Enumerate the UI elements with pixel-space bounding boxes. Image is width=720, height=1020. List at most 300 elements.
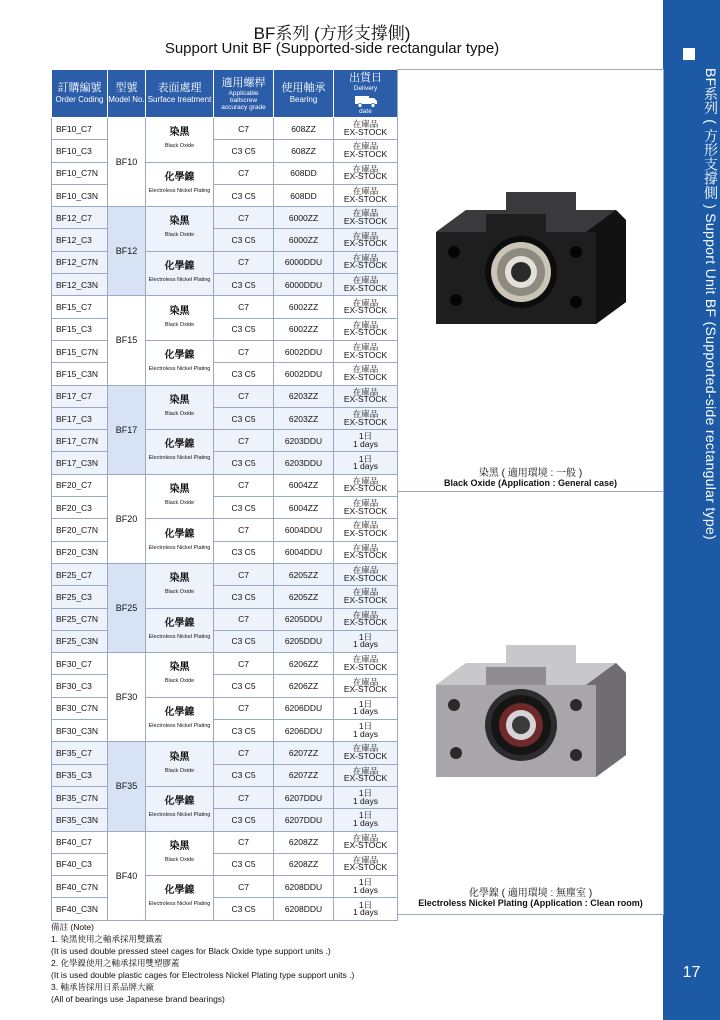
order-code-cell: BF25_C3 <box>52 586 108 608</box>
delivery-secondary: EX-STOCK <box>343 171 388 182</box>
note-line: (It is used double plastic cages for Electroless Nickel Plating type support units .) <box>51 970 355 980</box>
delivery-cell <box>334 608 398 630</box>
note-line: 1. 染黑使用之軸承採用雙鐵蓋 <box>51 934 163 944</box>
screw-grade-cell: C3 C5 <box>214 541 274 563</box>
order-code-cell: BF20_C7 <box>52 474 108 496</box>
delivery-primary: 在庫品 <box>352 498 379 509</box>
delivery-cell <box>334 340 398 362</box>
bearing-cell: 6207ZZ <box>274 764 334 786</box>
delivery-secondary: 1 days <box>352 461 379 472</box>
order-code-cell: BF12_C3N <box>52 274 108 296</box>
bearing-cell: 6002ZZ <box>274 318 334 340</box>
delivery-primary: 1日 <box>358 899 373 910</box>
delivery-cell <box>334 452 398 474</box>
screw-grade-cell: C3 C5 <box>214 363 274 385</box>
bearing-cell: 6002ZZ <box>274 296 334 318</box>
delivery-primary: 1日 <box>358 631 373 642</box>
model-cell: BF35 <box>108 742 146 831</box>
finish-label-zh: 染黑 <box>169 573 190 585</box>
bearing-cell: 6206ZZ <box>274 675 334 697</box>
order-code-cell: BF10_C7N <box>52 162 108 184</box>
finish-label-zh: 染黑 <box>169 127 190 139</box>
delivery-cell <box>334 140 398 162</box>
bearing-cell: 6206DDU <box>274 697 334 719</box>
screw-grade-cell: C7 <box>214 519 274 541</box>
screw-grade-cell: C3 C5 <box>214 809 274 831</box>
delivery-cell <box>334 541 398 563</box>
order-code-cell: BF17_C3 <box>52 407 108 429</box>
delivery-secondary: 1 days <box>352 639 379 650</box>
order-code-cell: BF20_C7N <box>52 519 108 541</box>
order-code-cell: BF15_C3 <box>52 318 108 340</box>
delivery-secondary: 1 days <box>352 907 379 918</box>
delivery-secondary: 1 days <box>352 817 379 828</box>
table-row <box>52 162 398 184</box>
screw-grade-cell: C3 C5 <box>214 675 274 697</box>
delivery-primary: 在庫品 <box>352 520 379 531</box>
order-code-cell: BF30_C3 <box>52 675 108 697</box>
delivery-cell <box>334 207 398 229</box>
delivery-secondary: EX-STOCK <box>343 394 388 405</box>
order-code-cell: BF12_C3 <box>52 229 108 251</box>
delivery-cell <box>334 786 398 808</box>
delivery-primary: 在庫品 <box>352 208 379 219</box>
screw-grade-cell: C7 <box>214 786 274 808</box>
finish-label-zh: 染黑 <box>169 305 190 317</box>
surface-nickel-cell <box>146 608 214 653</box>
delivery-cell <box>334 764 398 786</box>
header-bearing: 使用軸承 Bearing <box>274 70 334 118</box>
bearing-cell: 6203ZZ <box>274 385 334 407</box>
delivery-secondary: EX-STOCK <box>343 305 388 316</box>
delivery-primary: 1日 <box>358 721 373 732</box>
bearing-cell: 6203ZZ <box>274 407 334 429</box>
delivery-cell <box>334 675 398 697</box>
delivery-secondary: EX-STOCK <box>343 527 388 538</box>
delivery-cell <box>334 363 398 385</box>
order-code-cell: BF35_C7N <box>52 786 108 808</box>
screw-grade-cell: C3 C5 <box>214 898 274 920</box>
screw-grade-cell: C3 C5 <box>214 630 274 652</box>
table-row <box>52 519 398 541</box>
delivery-cell <box>334 742 398 764</box>
finish-label-en: Electroless Nickel Plating <box>148 366 211 373</box>
bearing-cell: 6206ZZ <box>274 653 334 675</box>
delivery-secondary: EX-STOCK <box>343 483 388 494</box>
order-code-cell: BF35_C3 <box>52 764 108 786</box>
surface-nickel-cell <box>146 876 214 921</box>
bearing-cell: 6002DDU <box>274 363 334 385</box>
delivery-primary: 在庫品 <box>352 743 379 754</box>
header-model: 型號 Model No. <box>108 70 146 118</box>
delivery-secondary: EX-STOCK <box>343 840 388 851</box>
table-row <box>52 430 398 452</box>
delivery-secondary: EX-STOCK <box>343 684 388 695</box>
delivery-secondary: EX-STOCK <box>343 193 388 204</box>
screw-grade-cell: C7 <box>214 207 274 229</box>
surface-nickel-cell <box>146 162 214 207</box>
table-row <box>52 274 398 296</box>
delivery-secondary: EX-STOCK <box>343 862 388 873</box>
delivery-cell <box>334 318 398 340</box>
finish-label-en: Electroless Nickel Plating <box>148 723 211 730</box>
delivery-secondary: EX-STOCK <box>343 750 388 761</box>
surface-nickel-cell <box>146 251 214 296</box>
notes <box>51 921 611 1005</box>
screw-grade-cell: C3 C5 <box>214 853 274 875</box>
delivery-primary: 在庫品 <box>352 676 379 687</box>
model-cell: BF10 <box>108 118 146 207</box>
finish-label-zh: 化學鎳 <box>164 261 195 273</box>
delivery-secondary: 1 days <box>352 795 379 806</box>
side-tab-label: BF系列 ( 方形支撐側 ) Support Unit BF (Supported-side rectangular type) <box>703 68 719 541</box>
finish-label-zh: 染黑 <box>169 216 190 228</box>
black-oxide-support-unit-image <box>426 182 636 332</box>
screw-grade-cell: C3 C5 <box>214 764 274 786</box>
delivery-secondary: EX-STOCK <box>343 260 388 271</box>
black-oxide-caption-en: Black Oxide (Application : General case) <box>443 478 618 488</box>
bearing-cell: 6208ZZ <box>274 831 334 853</box>
order-code-cell: BF15_C7 <box>52 296 108 318</box>
delivery-cell <box>334 385 398 407</box>
page-title: BF系列 (方形支撐側) <box>253 24 411 43</box>
screw-grade-cell: C7 <box>214 340 274 362</box>
finish-label-zh: 染黑 <box>169 840 190 852</box>
screw-grade-cell: C7 <box>214 474 274 496</box>
order-code-cell: BF25_C7 <box>52 563 108 585</box>
finish-label-en: Electroless Nickel Plating <box>148 812 211 819</box>
delivery-secondary: 1 days <box>352 706 379 717</box>
delivery-primary: 在庫品 <box>352 854 379 865</box>
order-code-cell: BF12_C7N <box>52 251 108 273</box>
table-row <box>52 229 398 251</box>
delivery-primary: 在庫品 <box>352 654 379 665</box>
model-cell: BF30 <box>108 653 146 742</box>
delivery-secondary: EX-STOCK <box>343 282 388 293</box>
delivery-secondary: 1 days <box>352 728 379 739</box>
table-row <box>52 630 398 652</box>
bearing-cell: 6205ZZ <box>274 563 334 585</box>
note-line: 3. 軸承皆採用日系品牌大廠 <box>51 982 154 992</box>
delivery-primary: 在庫品 <box>352 186 379 197</box>
order-code-cell: BF10_C3N <box>52 184 108 206</box>
model-cell: BF20 <box>108 474 146 563</box>
bearing-cell: 6208DDU <box>274 898 334 920</box>
spec-table <box>51 69 398 921</box>
finish-label-zh: 染黑 <box>169 662 190 674</box>
delivery-primary: 在庫品 <box>352 542 379 553</box>
header-surface: 表面處理 Surface treatment <box>146 70 214 118</box>
finish-label-zh: 化學鎳 <box>164 885 195 897</box>
bearing-cell: 608ZZ <box>274 140 334 162</box>
black-oxide-panel <box>397 69 664 492</box>
delivery-primary: 在庫品 <box>352 141 379 152</box>
finish-label-en: Black Oxide <box>164 856 195 863</box>
surface-black-oxide-cell <box>146 563 214 608</box>
table-row <box>52 786 398 808</box>
model-cell: BF40 <box>108 831 146 920</box>
order-code-cell: BF25_C7N <box>52 608 108 630</box>
table-row <box>52 608 398 630</box>
table-row <box>52 407 398 429</box>
bearing-cell: 6208ZZ <box>274 853 334 875</box>
delivery-secondary: EX-STOCK <box>343 371 388 382</box>
delivery-cell <box>334 184 398 206</box>
delivery-primary: 在庫品 <box>352 409 379 419</box>
finish-label-zh: 染黑 <box>169 751 190 763</box>
delivery-cell <box>334 697 398 719</box>
order-code-cell: BF40_C3 <box>52 853 108 875</box>
model-cell: BF12 <box>108 207 146 296</box>
screw-grade-cell: C7 <box>214 385 274 407</box>
delivery-secondary: EX-STOCK <box>343 594 388 605</box>
screw-grade-cell: C3 C5 <box>214 452 274 474</box>
delivery-secondary: 1 days <box>352 884 379 895</box>
delivery-secondary: EX-STOCK <box>343 126 388 137</box>
order-code-cell: BF30_C7N <box>52 697 108 719</box>
nickel-support-unit-image <box>426 635 636 785</box>
note-line: (All of bearings use Japanese brand bearings) <box>51 994 225 1004</box>
surface-nickel-cell <box>146 430 214 475</box>
delivery-primary: 在庫品 <box>352 119 379 130</box>
notes-heading: 備註 (Note) <box>51 922 94 932</box>
delivery-cell <box>334 497 398 519</box>
finish-label-en: Black Oxide <box>164 589 195 596</box>
table-row <box>52 563 398 585</box>
delivery-secondary: EX-STOCK <box>343 572 388 583</box>
bearing-cell: 6004DDU <box>274 519 334 541</box>
order-code-cell: BF17_C7N <box>52 430 108 452</box>
order-code-cell: BF17_C7 <box>52 385 108 407</box>
screw-grade-cell: C3 C5 <box>214 274 274 296</box>
table-row <box>52 898 398 920</box>
order-code-cell: BF20_C3 <box>52 497 108 519</box>
delivery-primary: 在庫品 <box>352 342 379 353</box>
order-code-cell: BF30_C7 <box>52 653 108 675</box>
note-line: 2. 化學鎳使用之軸承採用雙塑膠蓋 <box>51 958 180 968</box>
delivery-cell <box>334 809 398 831</box>
delivery-cell <box>334 430 398 452</box>
screw-grade-cell: C7 <box>214 251 274 273</box>
finish-label-zh: 化學鎳 <box>164 171 195 183</box>
black-oxide-caption-zh: 染黑 ( 適用環境 : 一般 ) <box>478 468 583 479</box>
table-row <box>52 340 398 362</box>
delivery-primary: 在庫品 <box>352 297 379 308</box>
delivery-secondary: EX-STOCK <box>343 773 388 784</box>
screw-grade-cell: C3 C5 <box>214 497 274 519</box>
screw-grade-cell: C7 <box>214 162 274 184</box>
bearing-cell: 6205DDU <box>274 608 334 630</box>
table-row <box>52 497 398 519</box>
delivery-primary: 在庫品 <box>352 832 379 843</box>
table-row <box>52 742 398 764</box>
model-cell: BF15 <box>108 296 146 385</box>
finish-label-en: Electroless Nickel Plating <box>148 544 211 551</box>
table-row <box>52 118 398 140</box>
order-code-cell: BF40_C7N <box>52 876 108 898</box>
delivery-cell <box>334 853 398 875</box>
screw-grade-cell: C3 C5 <box>214 229 274 251</box>
finish-label-en: Black Oxide <box>164 143 195 150</box>
order-code-cell: BF15_C7N <box>52 340 108 362</box>
screw-grade-cell: C3 C5 <box>214 140 274 162</box>
screw-grade-cell: C7 <box>214 876 274 898</box>
delivery-secondary: EX-STOCK <box>343 148 388 159</box>
finish-label-zh: 染黑 <box>169 484 190 496</box>
delivery-primary: 在庫品 <box>352 163 379 174</box>
finish-label-zh: 化學鎳 <box>164 617 195 629</box>
table-row <box>52 675 398 697</box>
delivery-secondary: EX-STOCK <box>343 327 388 338</box>
table-row <box>52 452 398 474</box>
delivery-cell <box>334 586 398 608</box>
delivery-primary: 在庫品 <box>352 565 379 576</box>
delivery-cell <box>334 519 398 541</box>
delivery-secondary: EX-STOCK <box>343 661 388 672</box>
model-cell: BF25 <box>108 563 146 652</box>
order-code-cell: BF17_C3N <box>52 452 108 474</box>
finish-label-en: Electroless Nickel Plating <box>148 277 211 284</box>
finish-label-en: Black Oxide <box>164 321 195 328</box>
delivery-cell <box>334 251 398 273</box>
table-row <box>52 876 398 898</box>
order-code-cell: BF40_C3N <box>52 898 108 920</box>
nickel-panel <box>397 492 664 915</box>
delivery-cell <box>334 474 398 496</box>
finish-label-zh: 染黑 <box>169 394 190 406</box>
delivery-primary: 在庫品 <box>352 252 379 263</box>
header-delivery: 出貨日 Delivery date <box>334 70 398 118</box>
delivery-cell <box>334 118 398 140</box>
finish-label-en: Black Oxide <box>164 767 195 774</box>
nickel-caption-zh: 化學鎳 ( 適用環境 : 無塵室 ) <box>468 888 593 899</box>
table-row <box>52 474 398 496</box>
table-row <box>52 207 398 229</box>
table-row <box>52 363 398 385</box>
finish-label-en: Electroless Nickel Plating <box>148 455 211 462</box>
bearing-cell: 6000ZZ <box>274 229 334 251</box>
header-screw-grade: 適用螺桿 Applicable ballscrew accuracy grade <box>214 70 274 118</box>
surface-black-oxide-cell <box>146 474 214 519</box>
delivery-secondary: EX-STOCK <box>343 349 388 360</box>
finish-label-en: Electroless Nickel Plating <box>148 633 211 640</box>
finish-label-zh: 化學鎳 <box>164 528 195 540</box>
note-line: (It is used double pressed steel cages for Black Oxide type support units .) <box>51 946 331 956</box>
screw-grade-cell: C7 <box>214 118 274 140</box>
order-code-cell: BF12_C7 <box>52 207 108 229</box>
bearing-cell: 6203DDU <box>274 430 334 452</box>
bearing-cell: 6000ZZ <box>274 207 334 229</box>
order-code-cell: BF10_C3 <box>52 140 108 162</box>
delivery-primary: 在庫品 <box>352 587 379 598</box>
finish-label-en: Black Oxide <box>164 410 195 417</box>
nickel-caption-en: Electroless Nickel Plating (Application : Clean room) <box>418 898 643 908</box>
bearing-cell: 6004DDU <box>274 541 334 563</box>
screw-grade-cell: C7 <box>214 608 274 630</box>
surface-nickel-cell <box>146 519 214 564</box>
table-row <box>52 251 398 273</box>
bearing-cell: 6002DDU <box>274 340 334 362</box>
table-row <box>52 140 398 162</box>
page-number: 17 <box>682 964 701 981</box>
table-row <box>52 764 398 786</box>
screw-grade-cell: C3 C5 <box>214 318 274 340</box>
screw-grade-cell: C7 <box>214 296 274 318</box>
table-row <box>52 184 398 206</box>
model-cell: BF17 <box>108 385 146 474</box>
surface-nickel-cell <box>146 340 214 385</box>
table-row <box>52 296 398 318</box>
delivery-cell <box>334 653 398 675</box>
delivery-primary: 1日 <box>358 431 373 442</box>
order-code-cell: BF35_C7 <box>52 742 108 764</box>
screw-grade-cell: C3 C5 <box>214 720 274 742</box>
bearing-cell: 6000DDU <box>274 274 334 296</box>
table-row <box>52 697 398 719</box>
surface-black-oxide-cell <box>146 831 214 876</box>
finish-label-en: Black Oxide <box>164 232 195 239</box>
table-row <box>52 809 398 831</box>
bearing-cell: 6207DDU <box>274 809 334 831</box>
order-code-cell: BF25_C3N <box>52 630 108 652</box>
surface-black-oxide-cell <box>146 742 214 787</box>
delivery-cell <box>334 229 398 251</box>
page-subtitle: Support Unit BF (Supported-side rectangular type) <box>164 40 500 57</box>
header-order-code: 訂購編號 Order Coding <box>52 70 108 118</box>
screw-grade-cell: C3 C5 <box>214 407 274 429</box>
delivery-secondary: EX-STOCK <box>343 238 388 249</box>
delivery-cell <box>334 407 398 429</box>
delivery-cell <box>334 274 398 296</box>
order-code-cell: BF35_C3N <box>52 809 108 831</box>
surface-black-oxide-cell <box>146 118 214 163</box>
bearing-cell: 6206DDU <box>274 720 334 742</box>
delivery-cell <box>334 630 398 652</box>
delivery-cell <box>334 563 398 585</box>
bearing-cell: 6208DDU <box>274 876 334 898</box>
screw-grade-cell: C7 <box>214 742 274 764</box>
finish-label-zh: 化學鎳 <box>164 707 195 719</box>
bearing-cell: 6004ZZ <box>274 474 334 496</box>
square-bullet-icon <box>683 48 695 60</box>
delivery-cell <box>334 831 398 853</box>
delivery-primary: 1日 <box>358 453 373 464</box>
finish-label-en: Electroless Nickel Plating <box>148 187 211 194</box>
delivery-primary: 1日 <box>358 810 373 821</box>
screw-grade-cell: C3 C5 <box>214 184 274 206</box>
bearing-cell: 6203DDU <box>274 452 334 474</box>
table-row <box>52 586 398 608</box>
order-code-cell: BF20_C3N <box>52 541 108 563</box>
table-row <box>52 541 398 563</box>
bearing-cell: 608DD <box>274 162 334 184</box>
table-row <box>52 831 398 853</box>
surface-black-oxide-cell <box>146 385 214 430</box>
bearing-cell: 6004ZZ <box>274 497 334 519</box>
order-code-cell: BF10_C7 <box>52 118 108 140</box>
delivery-secondary: 1 days <box>352 438 379 449</box>
bearing-cell: 6205DDU <box>274 630 334 652</box>
finish-label-en: Black Oxide <box>164 500 195 507</box>
delivery-secondary: EX-STOCK <box>343 215 388 226</box>
surface-black-oxide-cell <box>146 207 214 252</box>
table-row <box>52 318 398 340</box>
finish-label-zh: 化學鎳 <box>164 439 195 451</box>
bearing-cell: 608ZZ <box>274 118 334 140</box>
delivery-primary: 1日 <box>358 788 373 799</box>
side-tab <box>663 0 720 1020</box>
delivery-secondary: EX-STOCK <box>343 550 388 561</box>
